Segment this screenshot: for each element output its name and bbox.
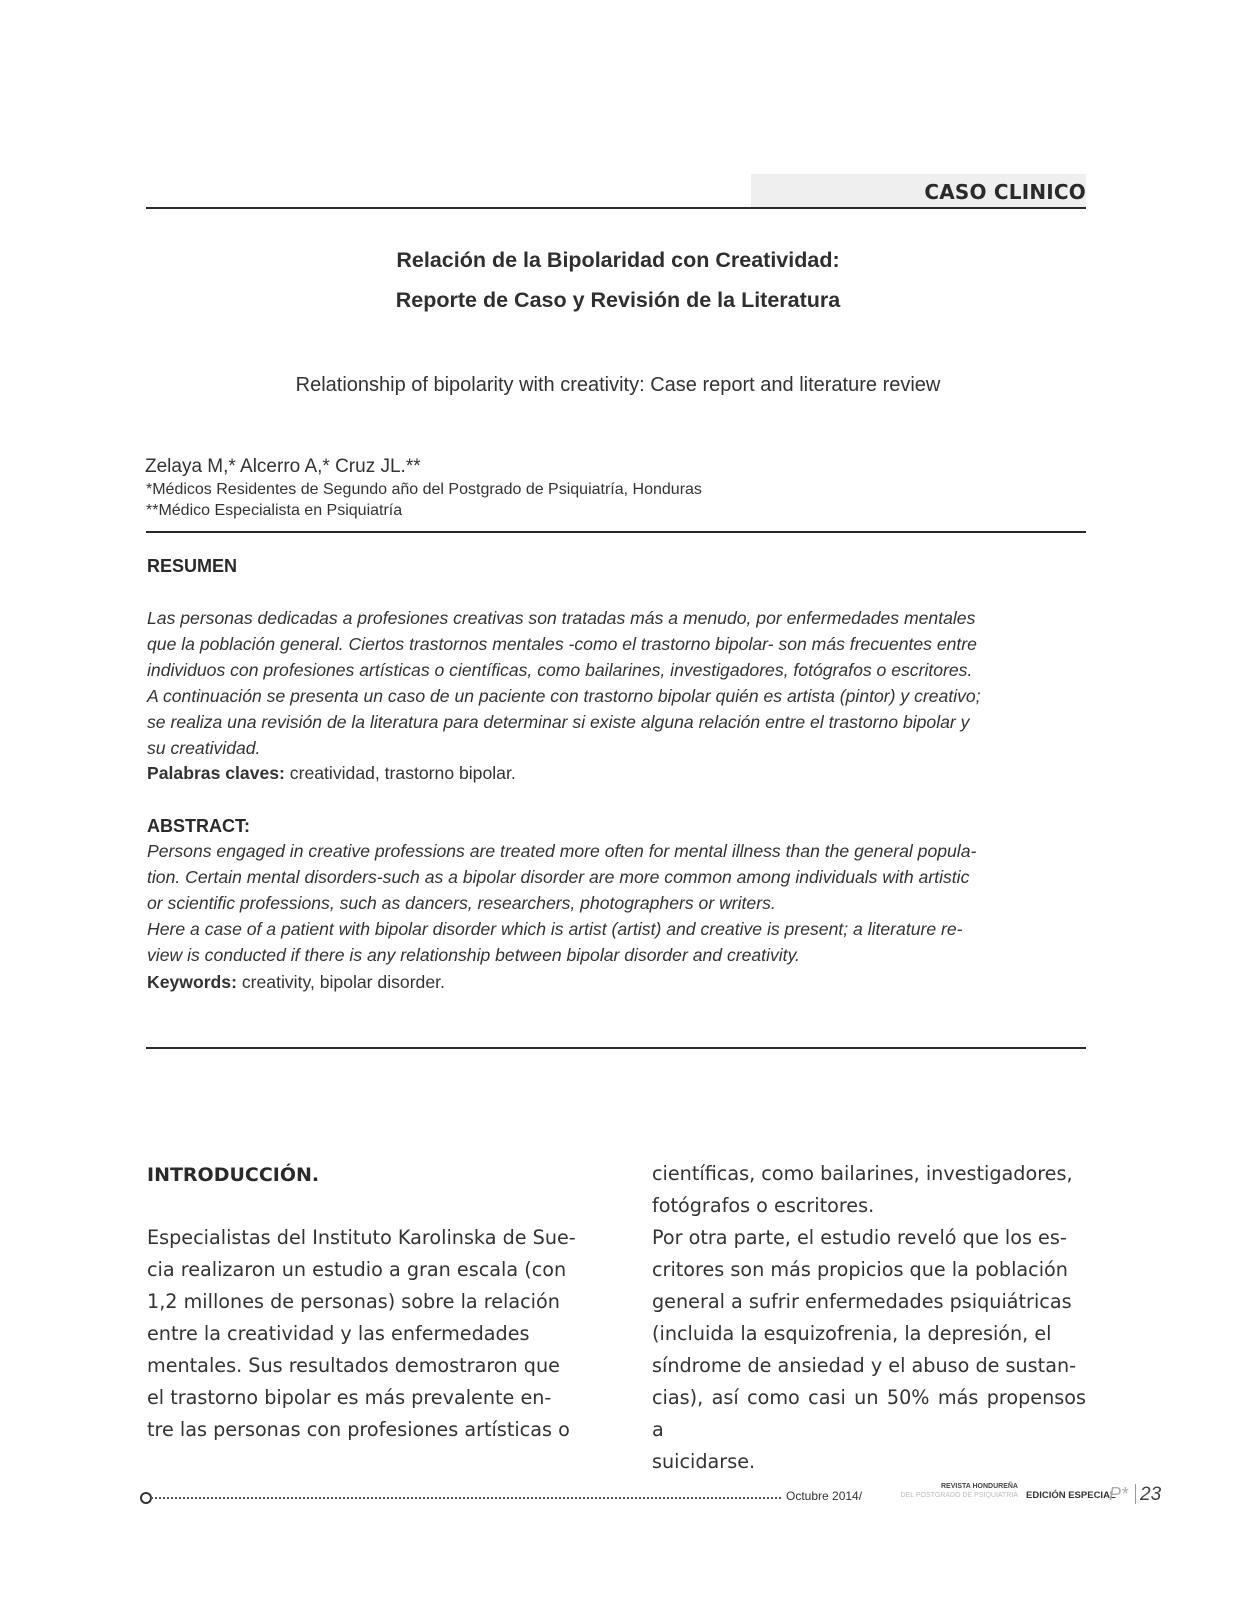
introduccion-heading: INTRODUCCIÓN. — [147, 1164, 320, 1186]
body-line: Especialistas del Instituto Karolinska de Sue- — [147, 1226, 576, 1249]
affiliation-1: *Médicos Residentes de Segundo año del Postgrado de Psiquiatría, Honduras — [146, 481, 702, 498]
body-line: critores son más propicios que la población — [652, 1258, 1068, 1281]
body-line: Por otra parte, el estudio reveló que los es- — [652, 1226, 1067, 1249]
body-column-left — [147, 1222, 579, 1446]
title-es-line-1: Relación de la Bipolaridad con Creatividad: — [396, 248, 840, 272]
abstract-line: Persons engaged in creative professions are treated more often for mental illness than the general popula- — [147, 841, 977, 861]
body-column-right — [652, 1158, 1086, 1478]
authors-rule — [146, 531, 1086, 533]
section-label: CASO CLINICO — [924, 180, 1086, 204]
abstract-keywords-value: creativity, bipolar disorder. — [236, 972, 445, 992]
body-line: suicidarse. — [652, 1450, 756, 1473]
body-line: fotógrafos o escritores. — [652, 1194, 875, 1217]
abstract-keywords-label: Keywords: — [147, 972, 237, 992]
body-line: el trastorno bipolar es más prevalente en- — [147, 1386, 552, 1409]
body-line: entre la creatividad y las enfermedades — [147, 1322, 530, 1345]
body-line: científicas, como bailarines, investigadores, — [652, 1162, 1073, 1185]
title-es-line-2: Reporte de Caso y Revisión de la Literatura — [395, 288, 841, 312]
resumen-keywords-label: Palabras claves: — [147, 763, 285, 783]
footer-journal-logo — [868, 1482, 1018, 1500]
resumen-text — [147, 605, 1087, 761]
footer-journal-line-2: DEL POSTGRADO DE PSIQUIATRIA — [900, 1492, 1018, 1499]
abstract-keywords — [147, 972, 445, 993]
body-line: cias), así como casi un 50% más propensos a — [652, 1386, 1086, 1441]
resumen-keywords-value: creatividad, trastorno bipolar. — [284, 763, 516, 783]
body-line: 1,2 millones de personas) sobre la relación — [147, 1290, 560, 1313]
body-line: (incluida la esquizofrenia, la depresión, el — [652, 1322, 1052, 1345]
resumen-heading: RESUMEN — [147, 556, 238, 576]
body-line: tre las personas con profesiones artísticas o — [147, 1418, 570, 1441]
abstract-rule — [146, 1047, 1086, 1049]
header-rule — [146, 207, 1086, 209]
authors: Zelaya M,* Alcerro A,* Cruz JL.** — [145, 456, 421, 477]
abstract-text — [147, 838, 1087, 968]
resumen-line: A continuación se presenta un caso de un paciente con trastorno bipolar quién es artista (pintor) y creativo; — [147, 686, 981, 706]
abstract-line: tion. Certain mental disorders-such as a bipolar disorder are more common among individuals with artistic — [147, 867, 970, 887]
title-en: Relationship of bipolarity with creativity: Case report and literature review — [295, 374, 941, 396]
resumen-line: individuos con profesiones artísticas o científicas, como bailarines, investigadores, fotógrafos o escritores. — [147, 660, 973, 680]
footer-edition: EDICIÓN ESPECIAL — [1026, 1490, 1116, 1501]
abstract-line: or scientific professions, such as dancers, researchers, photographers or writers. — [147, 893, 776, 913]
page-number: 23 — [1140, 1484, 1162, 1505]
abstract-heading: ABSTRACT: — [147, 816, 250, 836]
body-line: síndrome de ansiedad y el abuso de sustan- — [652, 1354, 1077, 1377]
body-line: mentales. Sus resultados demostraron que — [147, 1354, 560, 1377]
footer-journal-line-1: REVISTA HONDUREÑA — [940, 1483, 1018, 1490]
body-line: general a sufrir enfermedades psiquiátricas — [652, 1290, 1072, 1313]
abstract-line: view is conducted if there is any relationship between bipolar disorder and creativity. — [147, 945, 800, 965]
affiliation-2: **Médico Especialista en Psiquiatría — [146, 502, 403, 519]
resumen-keywords — [147, 763, 516, 784]
body-line: cia realizaron un estudio a gran escala (con — [147, 1258, 567, 1281]
footer-date: Octubre 2014/ — [786, 1489, 863, 1503]
resumen-line: se realiza una revisión de la literatura para determinar si existe alguna relación entre el trastorno bipolar y — [147, 712, 970, 732]
footer-page-mark: P* — [1109, 1484, 1129, 1504]
resumen-line: que la población general. Ciertos trastornos mentales -como el trastorno bipolar- son más frecuentes entre — [147, 634, 977, 654]
abstract-line: Here a case of a patient with bipolar disorder which is artist (artist) and creative is present; a literature re- — [147, 919, 963, 939]
footer-dotted-line — [151, 1497, 781, 1499]
resumen-line: su creatividad. — [147, 738, 261, 758]
footer-separator — [1135, 1484, 1136, 1504]
resumen-line: Las personas dedicadas a profesiones creativas son tratadas más a menudo, por enfermedades mentales — [147, 608, 976, 628]
